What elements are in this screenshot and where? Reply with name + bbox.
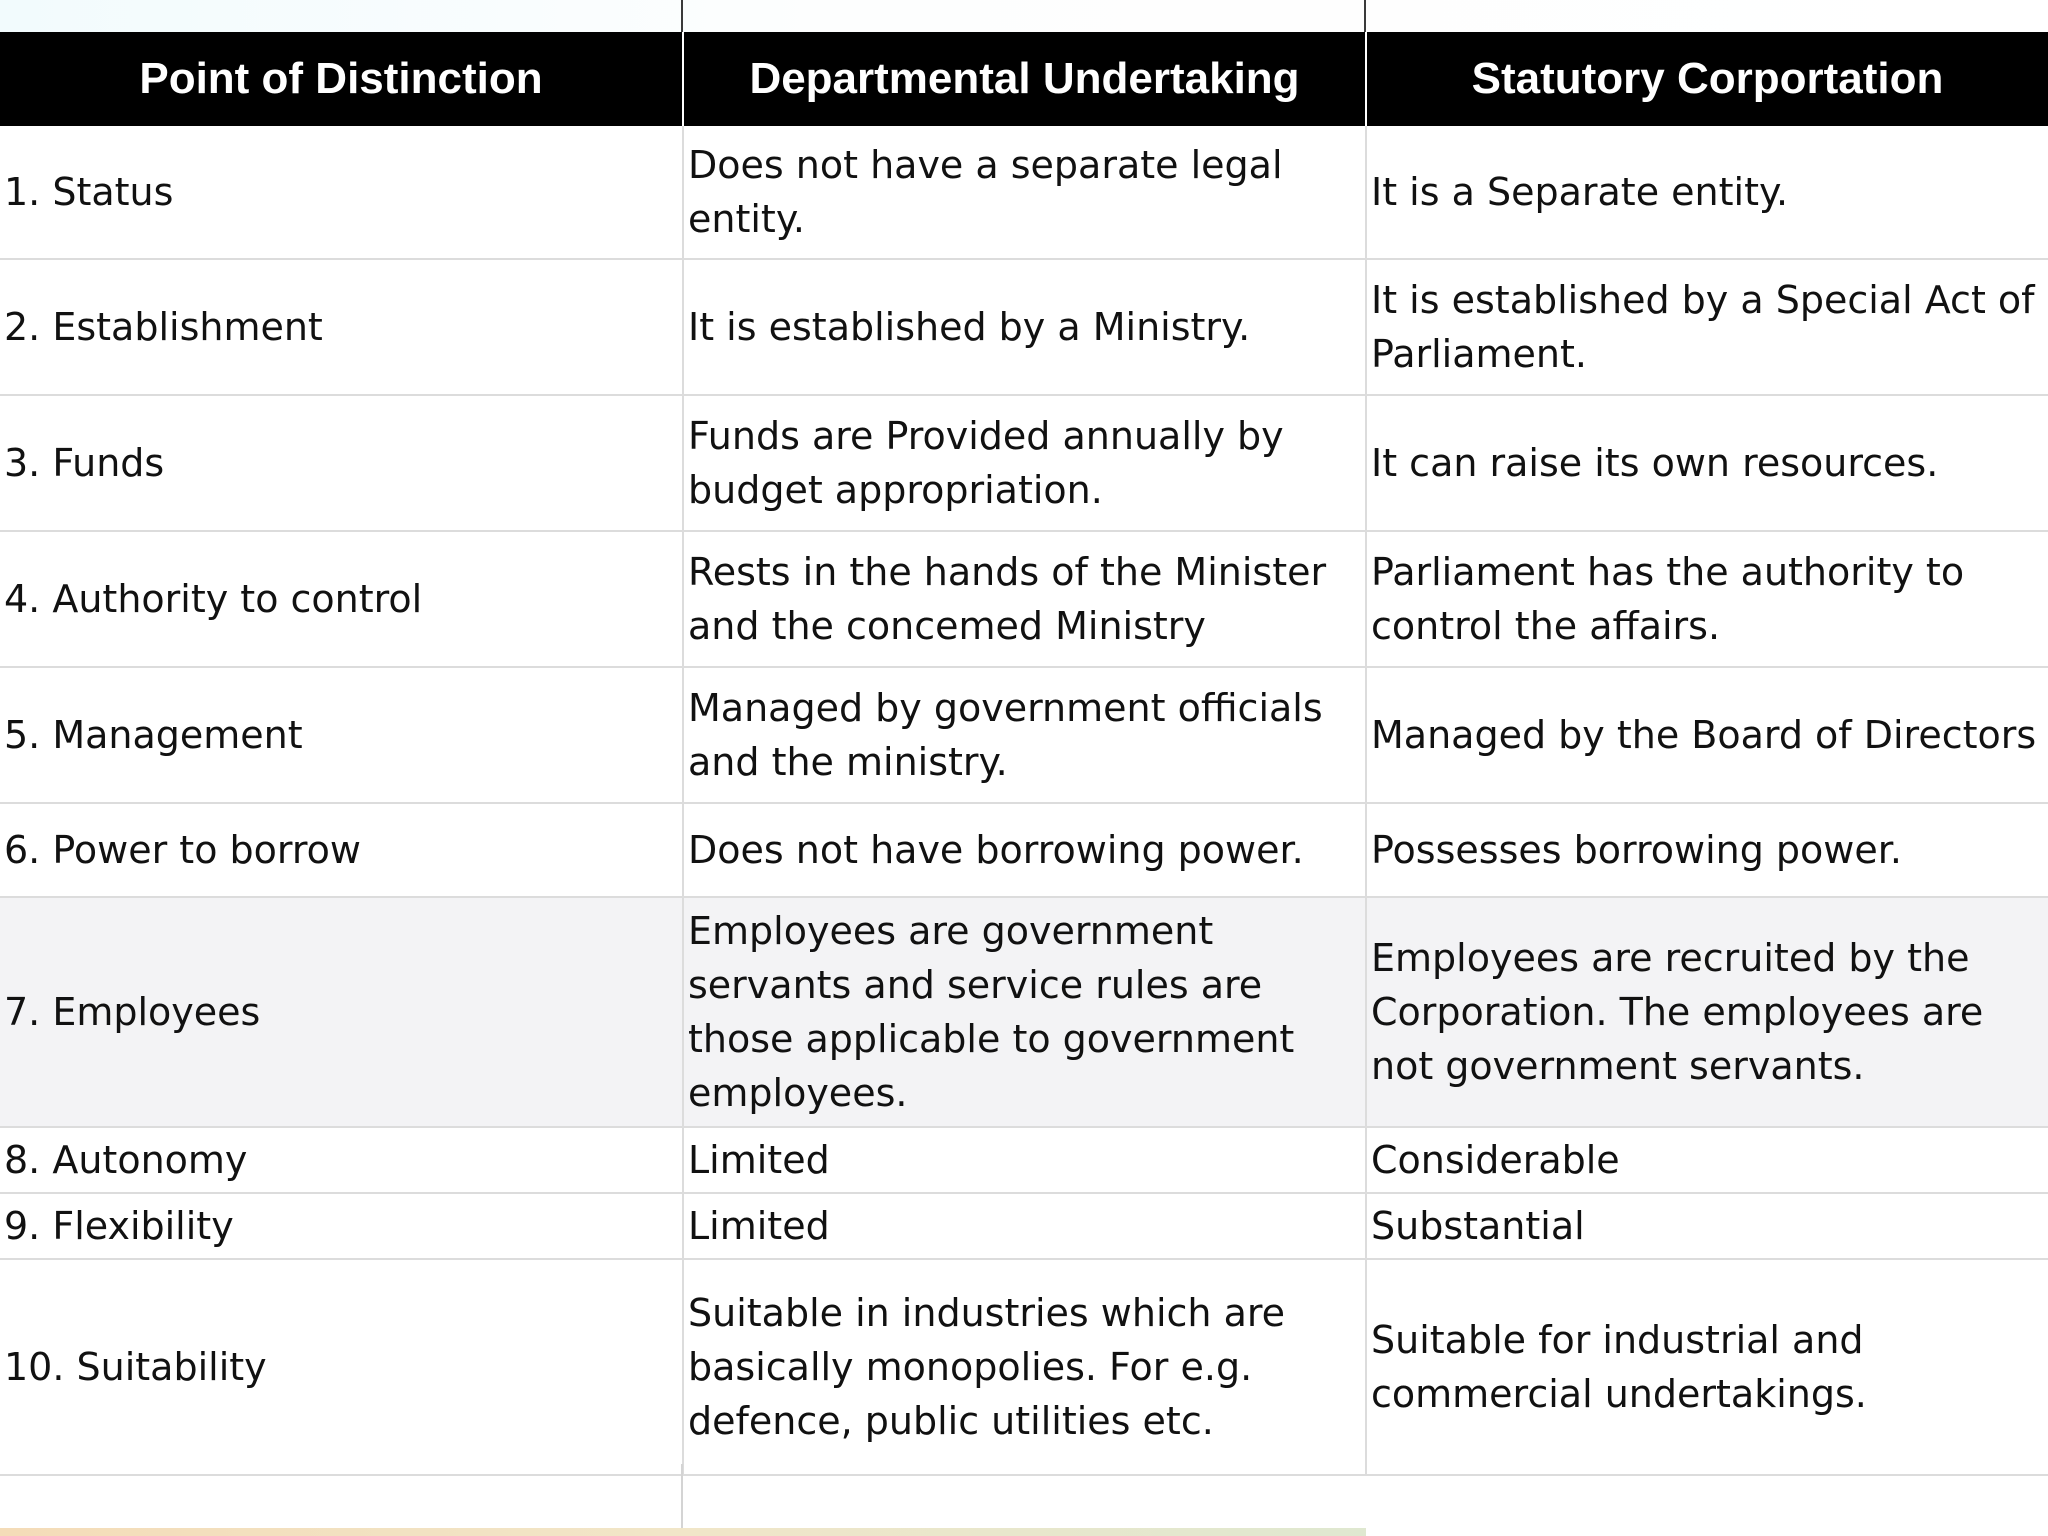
comparison-table	[0, 32, 2048, 1476]
statutory-cell: It is a Separate entity.	[1366, 126, 2048, 259]
table-row	[0, 1127, 2048, 1193]
departmental-cell: Employees are government servants and service rules are those applicable to government employees.	[683, 897, 1366, 1127]
column-divider-bottom	[681, 1464, 683, 1528]
table-row	[0, 803, 2048, 897]
statutory-cell: Managed by the Board of Directors	[1366, 667, 2048, 803]
row-label: 2. Establishment	[0, 259, 683, 395]
departmental-cell: It is established by a Ministry.	[683, 259, 1366, 395]
departmental-cell: Limited	[683, 1127, 1366, 1193]
table-row	[0, 259, 2048, 395]
statutory-cell: Parliament has the authority to control the affairs.	[1366, 531, 2048, 667]
table-header-row	[0, 32, 2048, 126]
bottom-edge-strip	[0, 1528, 1366, 1536]
header-departmental-undertaking: Departmental Undertaking	[683, 32, 1366, 126]
table-row	[0, 1259, 2048, 1475]
row-label: 4. Authority to control	[0, 531, 683, 667]
statutory-cell: Suitable for industrial and commercial undertakings.	[1366, 1259, 2048, 1475]
departmental-cell: Funds are Provided annually by budget appropriation.	[683, 395, 1366, 531]
header-statutory-corporation: Statutory Corportation	[1366, 32, 2048, 126]
table-row	[0, 667, 2048, 803]
statutory-cell: Substantial	[1366, 1193, 2048, 1259]
row-label: 1. Status	[0, 126, 683, 259]
table-row	[0, 531, 2048, 667]
departmental-cell: Limited	[683, 1193, 1366, 1259]
statutory-cell: Considerable	[1366, 1127, 2048, 1193]
row-label: 5. Management	[0, 667, 683, 803]
column-divider-top	[681, 0, 683, 32]
table-row	[0, 1193, 2048, 1259]
table-row	[0, 395, 2048, 531]
row-label: 10. Suitability	[0, 1259, 683, 1475]
departmental-cell: Does not have borrowing power.	[683, 803, 1366, 897]
row-label: 7. Employees	[0, 897, 683, 1127]
column-divider-top	[1364, 0, 1366, 32]
row-label: 8. Autonomy	[0, 1127, 683, 1193]
row-label: 6. Power to borrow	[0, 803, 683, 897]
row-label: 3. Funds	[0, 395, 683, 531]
departmental-cell: Managed by government officials and the ministry.	[683, 667, 1366, 803]
top-margin-strip	[0, 0, 2048, 32]
statutory-cell: It is established by a Special Act of Parliament.	[1366, 259, 2048, 395]
statutory-cell: Employees are recruited by the Corporation. The employees are not government servants.	[1366, 897, 2048, 1127]
table-row	[0, 126, 2048, 259]
statutory-cell: Possesses borrowing power.	[1366, 803, 2048, 897]
header-point-of-distinction: Point of Distinction	[0, 32, 683, 126]
departmental-cell: Suitable in industries which are basically monopolies. For e.g. defence, public utilities etc.	[683, 1259, 1366, 1475]
departmental-cell: Does not have a separate legal entity.	[683, 126, 1366, 259]
statutory-cell: It can raise its own resources.	[1366, 395, 2048, 531]
table-row	[0, 897, 2048, 1127]
row-label: 9. Flexibility	[0, 1193, 683, 1259]
departmental-cell: Rests in the hands of the Minister and the concemed Ministry	[683, 531, 1366, 667]
